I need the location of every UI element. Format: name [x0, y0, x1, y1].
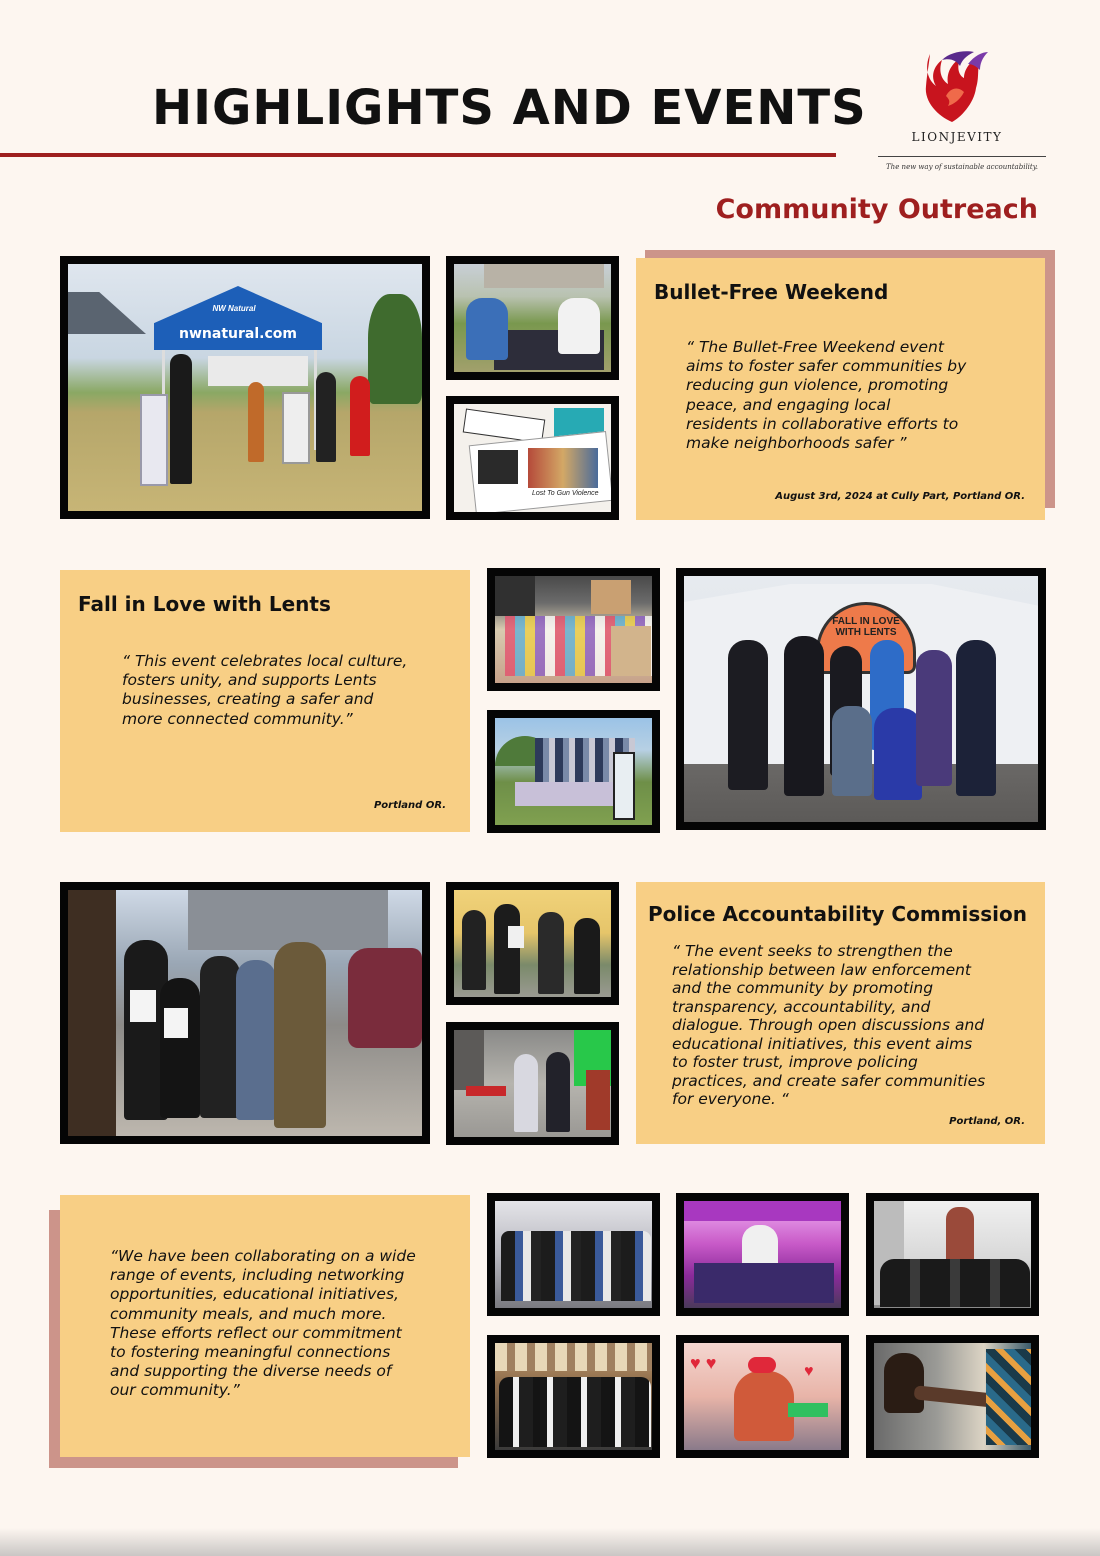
- photo-valentine-booth: [676, 1335, 849, 1458]
- event-card-bullet-free-weekend: [636, 258, 1045, 520]
- photo-clothing-rack: [487, 710, 660, 833]
- logo-divider: [878, 156, 1046, 157]
- closing-quote: “We have been collaborating on a wide range of events, including networking opportunities, educational initiatives, community meals, and much more. These efforts reflect our commitment to fostering meaningful connections and supporting the diverse needs of our community.”: [110, 1247, 416, 1400]
- tent-banner-small-text: NW Natural: [212, 304, 256, 313]
- lionjevity-logo: [876, 46, 1048, 176]
- photo-classroom: [866, 1193, 1039, 1316]
- photo-sidewalk-group: [60, 882, 430, 1144]
- photo-tent-outreach: [60, 256, 430, 519]
- magazine-title: Lost To Gun Violence: [532, 490, 599, 497]
- logo-wordmark: LIONJEVITY: [911, 130, 1003, 144]
- title-divider: [0, 153, 836, 157]
- photo-community-meal-group: [487, 1193, 660, 1316]
- logo-tagline: The new way of sustainable accountability.: [886, 163, 1038, 171]
- heart-decoration-icon: ♥: [804, 1363, 814, 1380]
- page-bottom-shade: [0, 1528, 1100, 1556]
- page-title: HIGHLIGHTS AND EVENTS: [152, 80, 867, 136]
- photo-outdoor-seating: [446, 1022, 619, 1145]
- photo-table-chat: [446, 256, 619, 380]
- event-title: Police Accountability Commission: [648, 902, 1027, 926]
- event-quote: “ This event celebrates local culture, fosters unity, and supports Lents businesses, creating a safer and more connected community.”: [122, 652, 408, 728]
- closing-statement-card: [60, 1195, 470, 1457]
- event-title: Bullet-Free Weekend: [654, 280, 889, 304]
- section-title: Community Outreach: [715, 194, 1038, 225]
- event-date-location: August 3rd, 2024 at Cully Part, Portland OR.: [775, 491, 1025, 502]
- photo-youth-group: [446, 882, 619, 1005]
- umbrella-sign-text: FALL IN LOVE WITH LENTS: [832, 616, 900, 638]
- event-card-fall-in-love-with-lents: [60, 570, 470, 832]
- photo-lents-group: [676, 568, 1046, 830]
- event-title: Fall in Love with Lents: [78, 592, 331, 616]
- event-quote: “ The Bullet-Free Weekend event aims to foster safer communities by reducing gun violence, promoting peace, and engaging local residents in collaborative efforts to make neighborhoods safer ”: [686, 338, 967, 453]
- event-quote: “ The event seeks to strengthen the relationship between law enforcement and the community by promoting transparency, accountability, and dialogue. Through open discussions and educational initiatives, this event aims to foster trust, improve policing practices, and create safer communities for everyone. “: [672, 942, 986, 1108]
- photo-magazine: [446, 396, 619, 520]
- flame-icon: [920, 46, 992, 126]
- photo-market-table: [487, 568, 660, 691]
- heart-decoration-icon: ♥ ♥: [690, 1353, 717, 1373]
- tent-banner-text: nwnatural.com: [179, 326, 297, 342]
- photo-mural-painting: [866, 1335, 1039, 1458]
- event-location: Portland OR.: [373, 800, 446, 811]
- event-location: Portland, OR.: [949, 1116, 1025, 1127]
- event-card-police-accountability-commission: [636, 882, 1045, 1144]
- photo-purple-tent: [676, 1193, 849, 1316]
- photo-indoor-group: [487, 1335, 660, 1458]
